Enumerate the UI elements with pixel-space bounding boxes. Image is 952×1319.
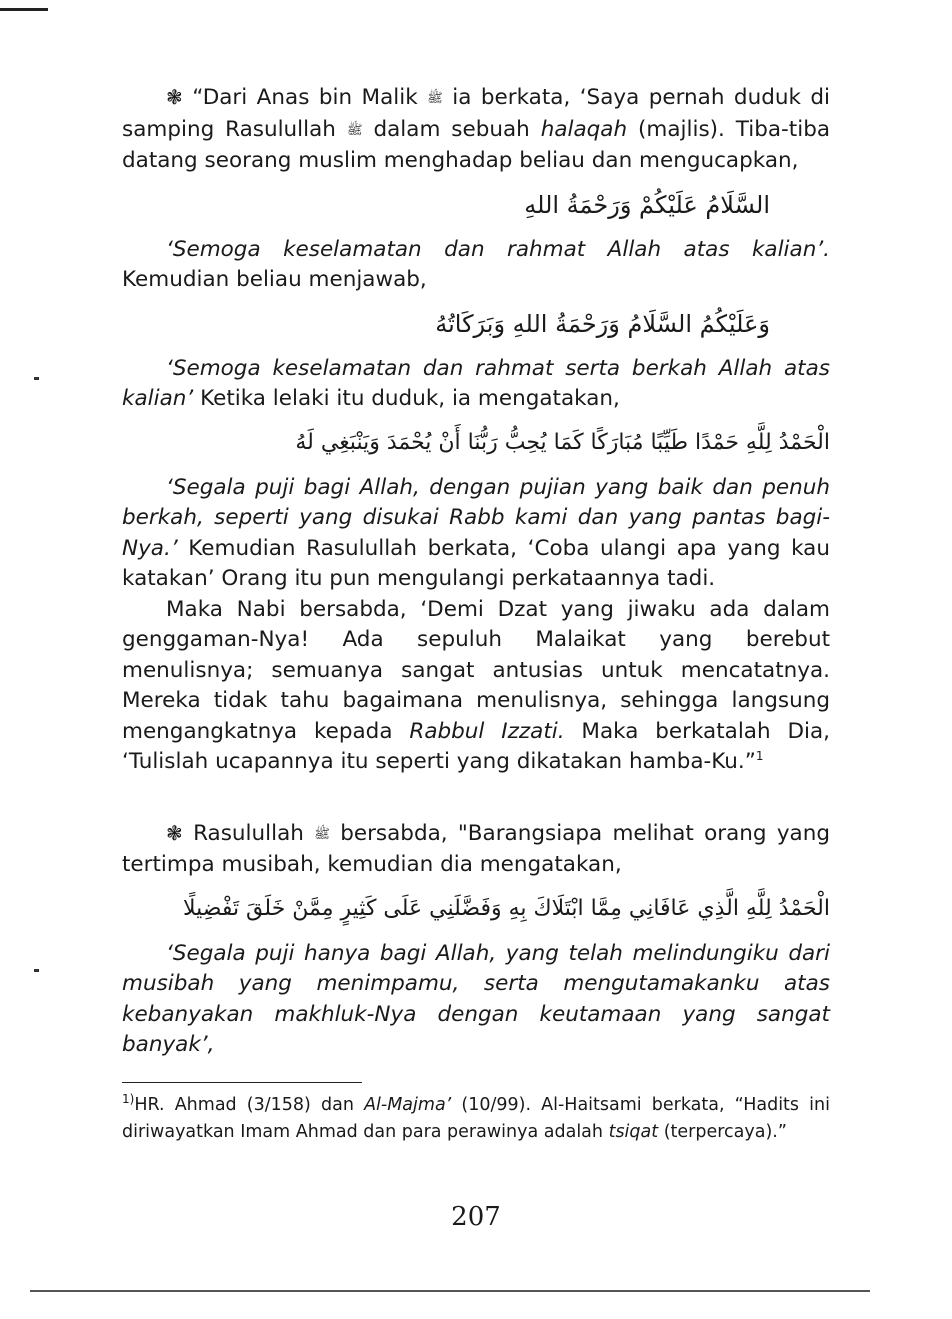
margin-scan-dot — [34, 377, 39, 380]
hadith-1-opening — [122, 82, 830, 177]
italic-term: halaqah — [540, 116, 628, 142]
italic-term: tsiqat — [608, 1122, 659, 1142]
page-number: 207 — [451, 1202, 501, 1232]
text-run: (10/99). Al-Haitsami berkata, “Hadits ini diriwayatkan Imam Ahmad dan para perawinya adalah — [122, 1095, 830, 1142]
italic-translation: ‘Segala puji hanya bagi Allah, yang telah melindungiku dari musibah yang menimpamu, serta mengutamakanku atas kebanyakan makhluk-Nya dengan keutamaan yang sangat banyak’, — [122, 940, 830, 1057]
text-run: HR. Ahmad (3/158) dan — [134, 1095, 354, 1115]
hadith-1-closing — [122, 595, 830, 778]
italic-translation: ‘Semoga keselamatan dan rahmat Allah atas kalian’. — [166, 236, 830, 262]
section-gap — [122, 778, 830, 818]
corner-scan-mark — [0, 8, 48, 11]
italic-source: Al-Majma’ — [364, 1095, 452, 1115]
honorific-saw-icon: ﷺ — [314, 826, 330, 842]
text-run: “Dari Anas bin Malik — [192, 85, 418, 110]
text-run: dalam sebuah — [373, 116, 530, 142]
footnote-divider — [122, 1082, 362, 1083]
arabic-dua: الْحَمْدُ لِلَّهِ الَّذِي عَافَانِي مِمَّا ابْتَلَاكَ بِهِ وَفَضَّلَنِي عَلَى كَثِيرٍ مِمَّنْ خَلَقَ تَفْضِيلًا — [182, 895, 830, 921]
arabic-reply: وَعَلَيْكُمُ السَّلَامُ وَرَحْمَةُ اللهِ وَبَرَكَاتُهُ — [435, 309, 770, 338]
text-run: Maka Nabi bersabda, ‘Demi Dzat yang jiwaku ada dalam genggaman-Nya! Ada sepuluh Malaikat yang berebut menulisnya; semuanya sangat antusias untuk mencatatnya. Mereka tidak tahu bagaimana menulisnya, sehingga langsung mengangkatnya kepada — [122, 596, 830, 744]
text-run: (terpercaya).” — [663, 1122, 787, 1142]
text-run: Kemudian Rasulullah berkata, ‘Coba ulangi apa yang kau katakan’ Orang itu pun mengulangi perkataannya tadi. — [122, 535, 830, 591]
arabic-greeting: السَّلَامُ عَلَيْكُمْ وَرَحْمَةُ اللهِ — [524, 190, 770, 219]
margin-scan-dot — [34, 969, 39, 972]
honorific-saw-icon: ﷺ — [346, 122, 363, 138]
italic-translation: ‘Semoga keselamatan dan rahmat serta berkah Allah atas kalian’ — [122, 355, 830, 411]
text-run: Rasulullah — [193, 820, 304, 846]
translation-praise — [122, 473, 830, 595]
italic-term: Rabbul Izzati. — [409, 718, 565, 744]
bottom-scan-line — [30, 1290, 870, 1292]
footnote-marker: 1) — [122, 1092, 135, 1107]
flower-star-icon: ❃ — [166, 85, 183, 109]
italic-translation: ‘Segala puji bagi Allah, dengan pujian yang baik dan penuh berkah, seperti yang disukai Rabb kami dan yang pantas bagi-Nya.’ — [122, 474, 830, 561]
footnote — [122, 1092, 830, 1146]
text-run: Maka berkatalah Dia, ‘Tulislah ucapannya itu seperti yang dikatakan hamba-Ku.” — [122, 718, 830, 774]
footnote-reference[interactable]: 1 — [755, 748, 764, 763]
text-run: Kemudian beliau menjawab, — [122, 267, 427, 292]
text-run: bersabda, "Barangsiapa melihat orang yang tertimpa musibah, kemudian dia mengatakan, — [122, 820, 830, 877]
arabic-praise: الْحَمْدُ لِلَّهِ حَمْدًا طَيِّبًا مُبَارَكًا كَمَا يُحِبُّ رَبُّنَا أَنْ يُحْمَدَ وَيَنْبَغِي لَهُ — [295, 429, 830, 455]
translation-dua — [122, 939, 830, 1061]
text-run: Ketika lelaki itu duduk, ia mengatakan, — [200, 386, 620, 411]
flower-star-icon: ❃ — [166, 820, 183, 845]
translation-greeting — [122, 235, 830, 296]
text-run: ia berkata, ‘Saya pernah duduk di samping Rasulullah — [122, 85, 830, 142]
hadith-2-opening — [122, 818, 830, 881]
honorific-ra-icon: ﷺ — [427, 91, 443, 106]
translation-reply — [122, 354, 830, 415]
page-body — [122, 82, 830, 1061]
text-run: (majlis). Tiba-tiba datang seorang muslim menghadap beliau dan mengucapkan, — [122, 116, 831, 173]
